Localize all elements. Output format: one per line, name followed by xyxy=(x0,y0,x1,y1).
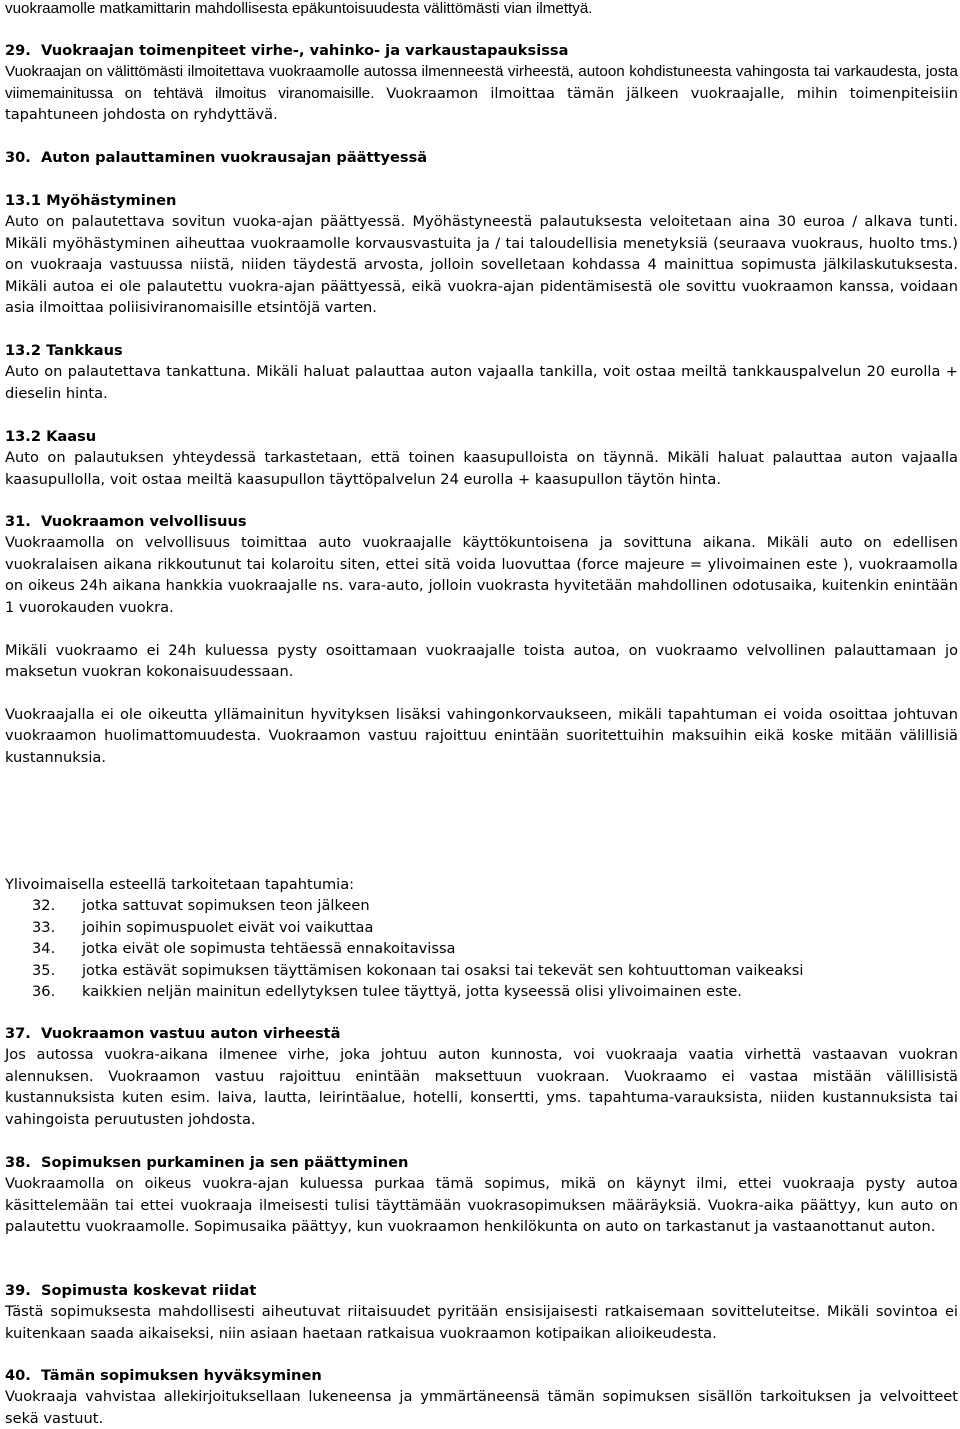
section-heading: 37. Vuokraamon vastuu auton virheestä xyxy=(5,1025,341,1042)
section-30-heading: 30. Auton palauttaminen vuokrausajan päättyessä xyxy=(5,149,428,166)
section-heading: 31. Vuokraamon velvollisuus xyxy=(5,513,247,530)
subsection-heading: 13.2 Kaasu xyxy=(5,428,97,445)
list-item: 32. jotka sattuvat sopimuksen teon jälkeen xyxy=(32,897,370,915)
list-item: 33. joihin sopimuspuolet eivät voi vaikuttaa xyxy=(32,918,374,936)
subsection-13-2-kaasu xyxy=(5,426,958,490)
section-body: Vuokraaja vahvistaa allekirjoituksellaan lukeneensa ja ymmärtäneensä tämän sopimuksen sisällön tarkoituksen ja velvoitteet sekä vastuut. xyxy=(5,1388,958,1427)
section-31 xyxy=(5,511,958,618)
subsection-body: Auto on palautettava sovitun vuoka-ajan päättyessä. Myöhästyneestä palautuksesta veloitetaan aina 30 euroa / alkava tunti. Mikäli myöhästyminen aiheuttaa vuokraamolle korvausvastuita ja / tai taloudellisia menetyksiä (seuraava vuokraus, huolto tms.) on vuokraaja vastuussa niistä, niiden täydestä arvosta, jolloin sovelletaan kohdassa 4 mainittua sopimusta jälkilaskutuksesta. Mikäli autoa ei ole palautettu vuokra-ajan päättyessä, eikä vuokra-ajan pidentämisestä ole sovittu vuokraamon kanssa, voidaan asia ilmoittaa poliisiviranomaisille etsintöjä varten. xyxy=(5,213,958,317)
section-heading: 39. Sopimusta koskevat riidat xyxy=(5,1282,257,1299)
subsection-13-1 xyxy=(5,190,958,318)
subsection-heading: 13.2 Tankkaus xyxy=(5,342,123,359)
section-39 xyxy=(5,1280,958,1344)
subsection-13-2-tankkaus xyxy=(5,340,958,404)
force-majeure-list xyxy=(5,895,958,1002)
section-40 xyxy=(5,1365,958,1429)
list-item: 34. jotka eivät ole sopimusta tehtäessä ennakoitavissa xyxy=(32,940,456,958)
subsection-body: Auto on palautettava tankattuna. Mikäli haluat palauttaa auton vajaalla tankilla, voit ostaa meiltä tankkauspalvelun 20 eurolla + dieselin hinta. xyxy=(5,363,958,402)
section-29-body: Vuokraajan on välittömästi ilmoitettava vuokraamolle autossa ilmenneestä virheestä, autoon kohdistuneesta vahingosta tai varkaudesta, josta viimemainitussa on tehtävä ilmoitus viranomaisille. Vuokraamon ilmoittaa tämän jälkeen vuokraajalle, mihin toimenpiteisiin tapahtuneen johdosta on ryhdyttävä. xyxy=(5,63,958,124)
subsection-body: Auto on palautuksen yhteydessä tarkastetaan, että toinen kaasupulloista on täynnä. Mikäli haluat palauttaa auton vajaalla kaasupullolla, voit ostaa meiltä kaasupullon täyttöpalvelun 24 eurolla + kaasupullon täytön hinta. xyxy=(5,449,958,488)
section-31-p3: Vuokraajalla ei ole oikeutta yllämainitun hyvityksen lisäksi vahingonkorvaukseen, mikäli tapahtuman ei voida osoittaa johtuvan vuokraamon huolimattomuudesta. Vuokraamon vastuu rajoittuu enintään suoritettuihin maksuihin eikä koske mitään välillisiä kustannuksia. xyxy=(5,706,958,766)
section-body: Tästä sopimuksesta mahdollisesti aiheutuvat riitaisuudet pyritään ensisijaisesti ratkaisemaan sovitteluteitse. Mikäli sovintoa ei kuitenkaan saada aikaiseksi, niin asiaan haetaan ratkaisua vuokraamon kotipaikan alioikeudesta. xyxy=(5,1303,958,1342)
section-heading: 38. Sopimuksen purkaminen ja sen päättyminen xyxy=(5,1154,409,1171)
section-heading: 29. Vuokraajan toimenpiteet virhe-, vahinko- ja varkaustapauksissa xyxy=(5,42,569,59)
list-item: 36. kaikkien neljän mainitun edellytyksen tulee täyttyä, jotta kyseessä olisi ylivoimainen este. xyxy=(32,983,742,1001)
section-31-p1: Vuokraamolla on velvollisuus toimittaa auto vuokraajalle käyttökuntoisena ja sovittuna aikana. Mikäli auto on edellisen vuokralaisen aikana rikkoutunut tai kolaroitu siten, ettei sitä voida luovuttaa (force majeure = ylivoimainen este ), vuokraamolla on oikeus 24h aikana hankkia vuokraajalle ns. vara-auto, jolloin vuokrasta hyvitetään mahdollinen odotusaika, kuitenkin enintään 1 vuorokauden vuokra. xyxy=(5,534,958,616)
list-item: 35. jotka estävät sopimuksen täyttämisen kokonaan tai osaksi tai tekevät sen kohtuuttoman vaikeaksi xyxy=(32,961,804,979)
section-body: Jos autossa vuokra-aikana ilmenee virhe, joka johtuu auton kunnosta, voi vuokraaja vaatia virhettä vastaavan vuokran alennuksen. Vuokraamon vastuu rajoittuu enintään maksettuun vuokraan. Vuokraamo ei vastaa mistään välillisistä kustannuksista kuten esim. laiva, lautta, leirintäalue, hotelli, konsertti, yms. tapahtuma-varauksista, niiden kustannuksista tai vahingoista peruutusten johdosta. xyxy=(5,1046,958,1128)
force-majeure-intro: Ylivoimaisella esteellä tarkoitetaan tapahtumia: xyxy=(5,876,355,893)
section-37 xyxy=(5,1023,958,1130)
force-majeure-block xyxy=(5,874,958,1002)
section-heading: 40. Tämän sopimuksen hyväksyminen xyxy=(5,1367,322,1384)
section-body: Vuokraamolla on oikeus vuokra-ajan kuluessa purkaa tämä sopimus, mikä on käynyt ilmi, ettei vuokraaja pysty autoa käsittelemään tai ettei vuokraaja ilmeisesti tulisi täyttämään vuokrasopimuksen määräyksiä. Vuokra-aika päättyy, kun auto on palautettu vuokraamolle. Sopimusaika päättyy, kun vuokraamon henkilökunta on auto on tarkastanut ja vastaanottanut auton. xyxy=(5,1175,958,1236)
top-line: vuokraamolle matkamittarin mahdollisesta epäkuntoisuudesta välittömästi vian ilmettyä. xyxy=(5,0,593,17)
section-29 xyxy=(5,40,958,126)
section-31-p2: Mikäli vuokraamo ei 24h kuluessa pysty osoittamaan vuokraajalle toista autoa, on vuokraamo velvollinen palauttamaan jo maksetun vuokran kokonaisuudessaan. xyxy=(5,642,958,681)
section-38 xyxy=(5,1152,958,1238)
subsection-heading: 13.1 Myöhästyminen xyxy=(5,192,177,209)
